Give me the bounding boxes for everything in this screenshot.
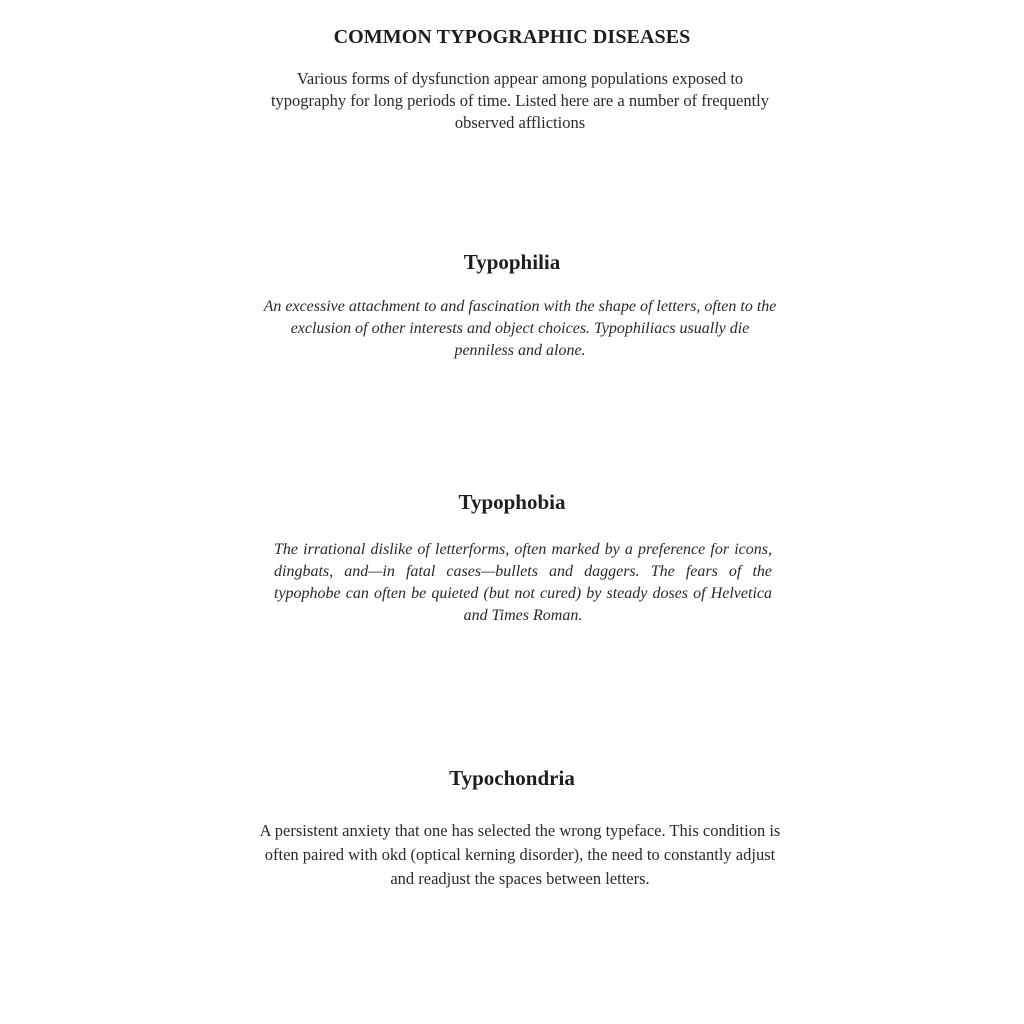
entry-description: An excessive attachment to and fascination with the shape of letters, often to the exclusion of other interests and object choices. Typophiliacs usually die penniless and alone. xyxy=(263,298,777,359)
entry-heading: Typochondria xyxy=(449,766,575,790)
entry-description: A persistent anxiety that one has selected the wrong typeface. This condition is often paired with okd (optical kerning disorder), the need to constantly adjust and readjust the spaces between letters. xyxy=(259,821,781,888)
entry-heading: Typophobia xyxy=(458,490,566,514)
intro-paragraph: Various forms of dysfunction appear among populations exposed to typography for long periods of time. Listed here are a number of frequently observed afflictions xyxy=(270,69,770,132)
entry-heading: Typophilia xyxy=(463,250,561,274)
page-title: COMMON TYPOGRAPHIC DISEASES xyxy=(333,26,691,48)
entry-description: The irrational dislike of letterforms, often marked by a preference for icons, dingbats, and—in fatal cases—bullets and daggers. The fears of the typophobe can often be quieted (but not cured) by steady doses of Helvetica and Times Roman. xyxy=(274,541,772,624)
